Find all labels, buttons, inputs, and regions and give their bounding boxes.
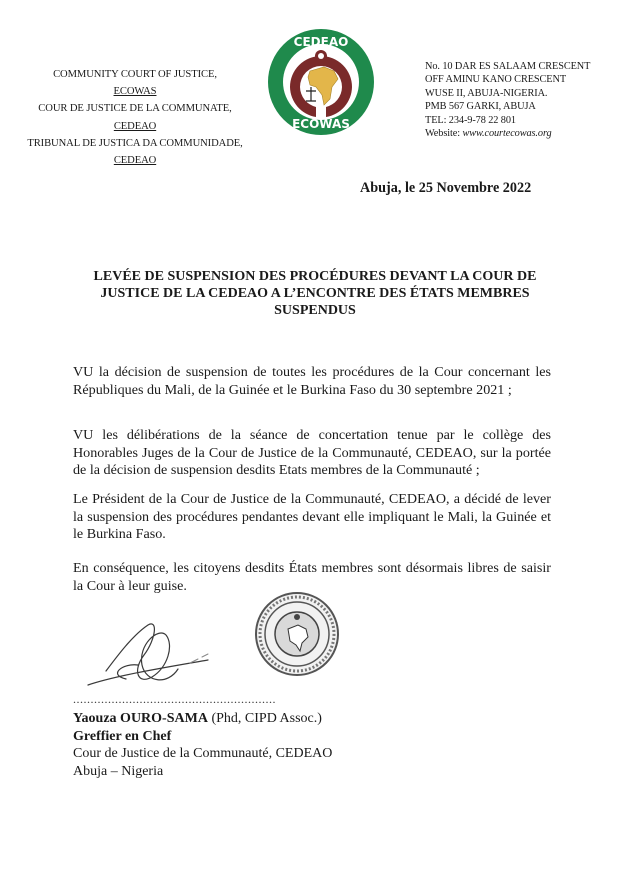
body-paragraph: Le Président de la Cour de Justice de la Communauté, CEDEAO, a décidé de lever la suspension des procédures pendantes devant elle impliquant le Mali, la Guinée et le Burkina Faso. <box>73 491 551 543</box>
official-court-stamp-icon <box>252 591 342 677</box>
header-line: ECOWAS <box>113 86 157 98</box>
website-link[interactable]: www.courtecowas.org <box>462 128 552 140</box>
header-line: CEDEAO <box>113 120 157 132</box>
title-line: JUSTICE DE LA CEDEAO A L’ENCONTRE DES ÉTATS MEMBRES <box>100 286 530 301</box>
document-title <box>80 268 550 319</box>
address-line: OFF AMINU KANO CRESCENT <box>425 74 567 86</box>
address-line: TEL: 234-9-78 22 801 <box>425 114 516 126</box>
signer-organization: Cour de Justice de la Communauté, CEDEAO <box>73 746 333 761</box>
signer-name <box>73 710 332 728</box>
address-line: No. 10 DAR ES SALAAM CRESCENT <box>425 61 591 72</box>
body-paragraph: VU les délibérations de la séance de concertation tenue par le collège des Honorables Juges de la Cour de Justice de la Communauté, CEDEAO, sur la portée de la décision de suspension desdits Etats membres de la Communauté ; <box>73 427 551 479</box>
signer-credentials: (Phd, CIPD Assoc.) <box>207 711 322 726</box>
handwritten-signature-icon <box>78 605 228 695</box>
body-paragraph: En conséquence, les citoyens desdits États membres sont désormais libres de saisir la Cour à leur guise. <box>73 560 551 594</box>
signer-role: Greffier en Chef <box>73 728 172 744</box>
website-line <box>425 127 590 140</box>
logo-bottom-text: ECOWAS <box>292 117 350 131</box>
signature-line: .......................................................... <box>73 692 276 706</box>
document-date: Abuja, le 25 Novembre 2022 <box>360 180 532 196</box>
header-line: COUR DE JUSTICE DE LA COMMUNATE, <box>38 103 232 115</box>
court-name-header <box>10 66 260 169</box>
court-address <box>425 60 590 140</box>
title-line: LEVÉE DE SUSPENSION DES PROCÉDURES DEVANT LA COUR DE <box>93 269 537 284</box>
signer-block <box>73 710 332 780</box>
header-line: CEDEAO <box>113 155 157 167</box>
header-line: COMMUNITY COURT OF JUSTICE, <box>53 69 217 80</box>
address-line: WUSE II, ABUJA-NIGERIA. <box>425 87 548 99</box>
signer-name-bold: Yaouza OURO-SAMA <box>73 711 208 726</box>
title-line: SUSPENDUS <box>274 303 356 318</box>
ecowas-emblem-icon <box>266 27 376 137</box>
body-paragraph: VU la décision de suspension de toutes les procédures de la Cour concernant les Républiques du Mali, de la Guinée et le Burkina Faso du 30 septembre 2021 ; <box>73 364 551 398</box>
website-label: Website: <box>425 128 460 140</box>
signer-location: Abuja – Nigeria <box>73 763 164 779</box>
logo-top-text: CEDEAO <box>293 35 349 49</box>
header-line: TRIBUNAL DE JUSTICA DA COMMUNIDADE, <box>27 137 243 149</box>
address-line: PMB 567 GARKI, ABUJA <box>425 101 536 113</box>
